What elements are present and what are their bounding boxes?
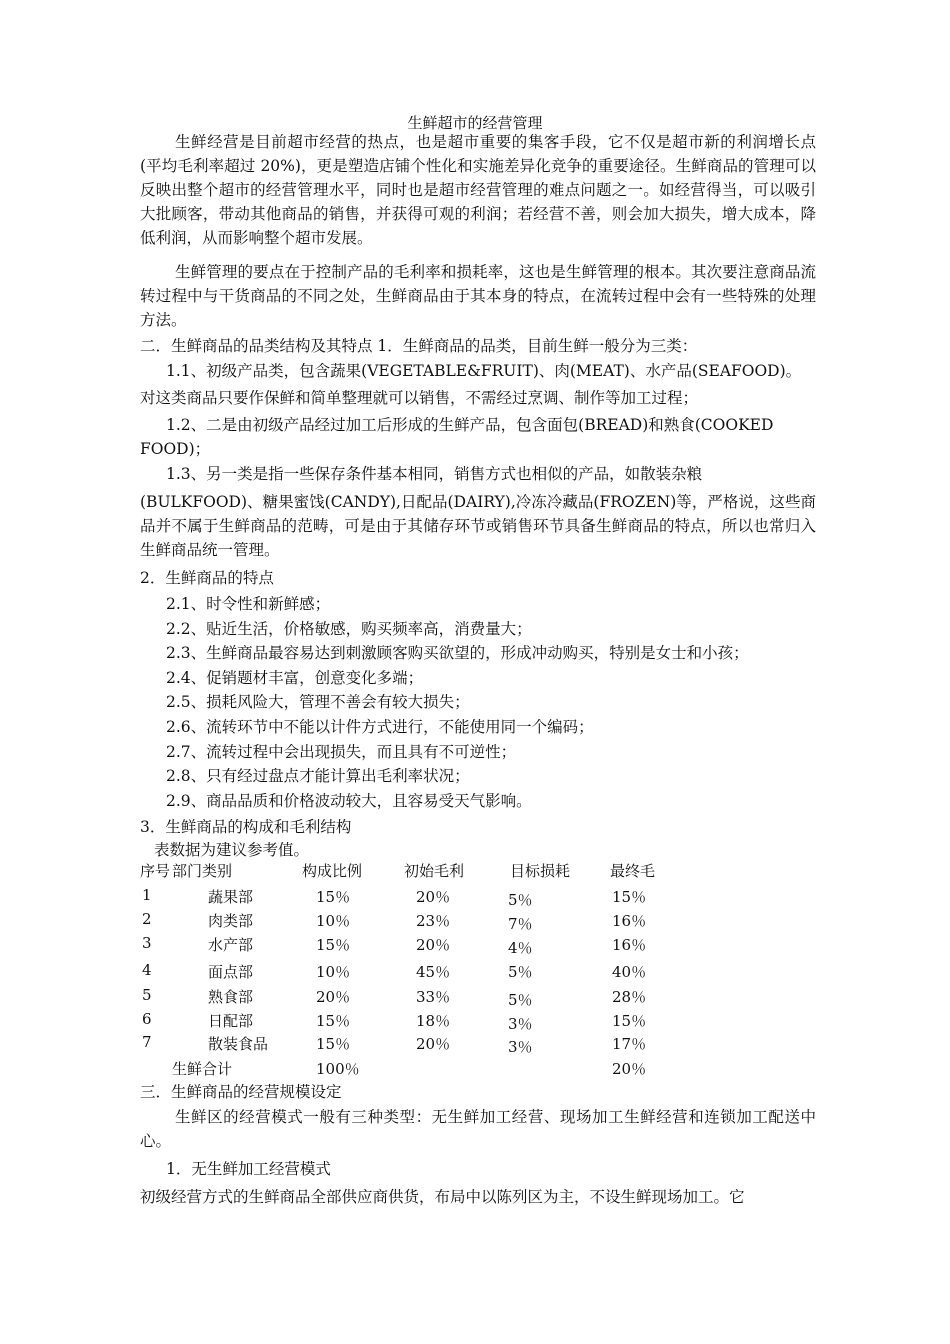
table-cell: 15％ [612, 1012, 647, 1030]
table-cell: 15％ [316, 1012, 351, 1030]
table-cell: 17％ [612, 1035, 647, 1053]
table-cell: 15％ [316, 888, 351, 906]
table-cell: 10％ [316, 912, 351, 930]
section-2-heading: 二．生鲜商品的品类结构及其特点 1．生鲜商品的品类，目前生鲜一般分为三类： [140, 337, 698, 355]
feature-item: 2.9、商品品质和价格波动较大，且容易受天气影响。 [166, 791, 532, 810]
table-header-cell: 部门类别 [172, 862, 233, 880]
table-cell: 7 [142, 1033, 152, 1051]
feature-item: 2.2、贴近生活，价格敏感，购买频率高，消费量大； [166, 619, 532, 638]
section-3-heading: 三．生鲜商品的经营规模设定 [140, 1083, 342, 1101]
feature-item: 2.5、损耗风险大，管理不善会有较大损失； [166, 693, 470, 712]
table-cell: 23％ [416, 912, 451, 930]
table-cell: 3％ [508, 1015, 533, 1033]
category-1-1: 1.1、初级产品类，包含蔬果(VEGETABLE&FRUIT)、肉(MEAT)、水产品(SEAFOOD)。 [166, 362, 802, 380]
table-header-cell: 构成比例 [302, 862, 363, 880]
table-cell: 肉类部 [208, 912, 254, 930]
feature-item: 2.7、流转过程中会出现损失，而且具有不可逆性； [166, 742, 517, 761]
section-2-2-heading: 2．生鲜商品的特点 [140, 569, 274, 587]
key-points-paragraph: 生鲜管理的要点在于控制产品的毛利率和损耗率，这也是生鲜管理的根本。其次要注意商品流转过程中与干货商品的不同之处，生鲜商品由于其本身的特点，在流转过程中会有一些特殊的处理方法。 [140, 263, 816, 329]
table-cell: 3％ [508, 1038, 533, 1056]
category-1-2: 1.2、二是由初级产品经过加工后形成的生鲜产品，包含面包(BREAD)和熟食(COOKED [166, 416, 774, 434]
table-cell: 15％ [316, 936, 351, 954]
table-cell: 15％ [316, 1035, 351, 1053]
table-cell: 16％ [612, 936, 647, 954]
table-cell: 20％ [416, 888, 451, 906]
table-cell: 40％ [612, 963, 647, 981]
table-note: 表数据为建议参考值。 [154, 841, 310, 859]
table-cell: 33％ [416, 988, 451, 1006]
table-cell: 1 [142, 886, 152, 904]
table-cell: 日配部 [208, 1012, 254, 1030]
table-cell: 28％ [612, 988, 647, 1006]
table-cell: 16％ [612, 912, 647, 930]
table-header-cell: 初始毛利 [404, 862, 465, 880]
category-1-3-continued: (BULKFOOD)、糖果蜜饯(CANDY),日配品(DAIRY),冷冻冷藏品(FROZEN)等，严格说，这些商品并不属于生鲜商品的范畴，可是由于其储存环节或销售环节具备生鲜商品的特点，所以也常归入生鲜商品统一管理。 [140, 493, 816, 559]
table-cell: 3 [142, 934, 152, 952]
table-cell: 4 [142, 961, 152, 979]
document-title: 生鲜超市的经营管理 [407, 114, 543, 132]
section-3-paragraph: 生鲜区的经营模式一般有三种类型：无生鲜加工经营、现场加工生鲜经营和连锁加工配送中心。 [140, 1108, 816, 1150]
table-cell: 5％ [508, 891, 533, 909]
table-cell: 18％ [416, 1012, 451, 1030]
table-cell: 7％ [508, 915, 533, 933]
category-1-3: 1.3、另一类是指一些保存条件基本相同，销售方式也相似的产品，如散装杂粮 [166, 465, 703, 483]
table-header-cell: 序号 [140, 862, 171, 880]
table-cell: 10％ [316, 963, 351, 981]
table-total-cell: 20％ [612, 1060, 647, 1078]
category-1-2-continued: FOOD)； [140, 440, 211, 458]
table-header-cell: 目标损耗 [510, 862, 571, 880]
section-2-3-heading: 3．生鲜商品的构成和毛利结构 [140, 818, 352, 836]
section-3-1-paragraph: 初级经营方式的生鲜商品全部供应商供货，布局中以陈列区为主，不设生鲜现场加工。它 [140, 1188, 745, 1206]
table-cell: 4％ [508, 939, 533, 957]
intro-paragraph: 生鲜经营是目前超市经营的热点，也是超市重要的集客手段，它不仅是超市新的利润增长点(平均毛利率超过 20%)，更是塑造店铺个性化和实施差异化竞争的重要途径。生鲜商品的管理可以反映出整个超市的经营管理水平，同时也是超市经营管理的难点问题之一。如经营得当，可以吸引大批顾客，带动其他商品的销售，并获得可观的利润；若经营不善，则会加大损失，增大成本，降低利润，从而影响整个超市发展。 [140, 133, 816, 247]
feature-item: 2.1、时令性和新鲜感； [166, 595, 331, 613]
feature-item: 2.6、流转环节中不能以计件方式进行，不能使用同一个编码； [166, 718, 594, 736]
table-total-cell: 100％ [316, 1060, 360, 1078]
table-header-cell: 最终毛 [610, 862, 656, 880]
table-total-cell: 生鲜合计 [172, 1060, 233, 1078]
table-cell: 2 [142, 910, 152, 928]
section-3-1-heading: 1．无生鲜加工经营模式 [166, 1160, 331, 1178]
table-cell: 20％ [416, 1035, 451, 1053]
table-cell: 水产部 [208, 936, 254, 954]
table-cell: 5％ [508, 991, 533, 1009]
feature-item: 2.4、促销题材丰富，创意变化多端； [166, 668, 424, 687]
table-cell: 5 [142, 986, 152, 1004]
feature-item: 2.3、生鲜商品最容易达到刺激顾客购买欲望的，形成冲动购买，特别是女士和小孩； [166, 644, 749, 663]
table-cell: 蔬果部 [208, 888, 254, 906]
table-cell: 熟食部 [208, 988, 254, 1006]
category-1-1-continued: 对这类商品只要作保鲜和简单整理就可以销售，不需经过烹调、制作等加工过程； [140, 389, 699, 407]
table-cell: 散装食品 [208, 1035, 269, 1053]
table-cell: 5％ [508, 963, 533, 981]
feature-item: 2.8、只有经过盘点才能计算出毛利率状况； [166, 767, 470, 786]
table-cell: 15％ [612, 888, 647, 906]
table-cell: 45％ [416, 963, 451, 981]
table-cell: 面点部 [208, 963, 254, 981]
table-cell: 20％ [416, 936, 451, 954]
table-cell: 6 [142, 1010, 152, 1028]
table-cell: 20％ [316, 988, 351, 1006]
